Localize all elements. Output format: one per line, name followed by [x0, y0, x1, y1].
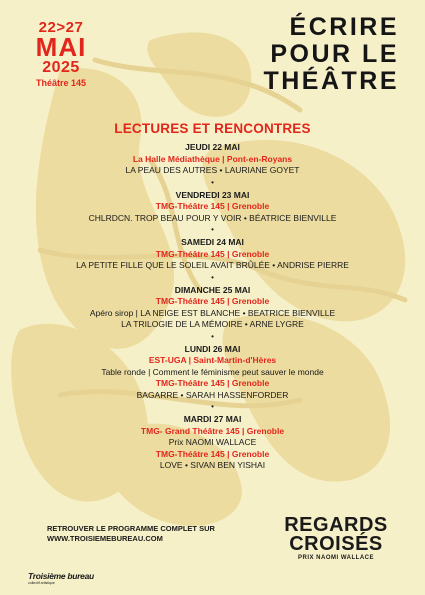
- venue-label: TMG- Grand Théâtre 145 | Grenoble: [140, 425, 285, 436]
- day-label: MARDI 27 MAI: [183, 414, 242, 424]
- event-line: LA TRILOGIE DE LA MÉMOIRE • ARNE LYGRE: [121, 319, 304, 329]
- bullet-separator: •: [211, 331, 214, 341]
- event-line: CHLRDCN. TROP BEAU POUR Y VOIR • BÉATRICE BIENVILLE: [88, 212, 337, 223]
- title-line: POUR LE: [270, 40, 399, 68]
- venue-label: TMG-Théâtre 145 | Grenoble: [155, 378, 270, 388]
- event-line: LA PEAU DES AUTRES • LAURIANE GOYET: [125, 165, 300, 175]
- regards-croises-line1: REGARDS: [284, 514, 388, 536]
- footer-text: RETROUVER LE PROGRAMME COMPLET SUR: [47, 524, 215, 533]
- date-year: 2025: [42, 59, 80, 76]
- program-day: [40, 190, 385, 235]
- title-line: ÉCRIRE: [289, 13, 399, 41]
- program-day: [40, 285, 385, 341]
- venue-label: TMG-Théâtre 145 | Grenoble: [155, 201, 270, 211]
- page-title: [219, 14, 399, 95]
- program-day: [40, 142, 385, 187]
- venue-label: TMG-Théâtre 145 | Grenoble: [155, 296, 270, 306]
- program-heading: LECTURES ET RENCONTRES: [114, 121, 311, 136]
- event-line: Prix NAOMI WALLACE: [168, 437, 257, 447]
- bullet-separator: •: [211, 177, 214, 187]
- program-day: [40, 414, 385, 472]
- regards-croises-line2: CROISÉS: [289, 533, 383, 555]
- regards-croises-subtitle: PRIX NAOMI WALLACE: [298, 555, 374, 561]
- date-range: 22>27: [38, 19, 84, 36]
- date-month: MAI: [35, 32, 87, 62]
- program-day: [40, 344, 385, 412]
- event-line: LA PETITE FILLE QUE LE SOLEIL AVAIT BRÛLÉE • ANDRISE PIERRE: [76, 260, 349, 270]
- event-line: BAGARRE • SARAH HASSENFORDER: [136, 389, 289, 400]
- footer-website-link[interactable]: WWW.TROISIEMEBUREAU.COM: [47, 534, 163, 543]
- venue-label: TMG-Théâtre 145 | Grenoble: [155, 248, 270, 259]
- day-label: VENDREDI 23 MAI: [175, 189, 250, 200]
- event-line: LOVE • SIVAN BEN YISHAI: [159, 460, 266, 470]
- troisieme-bureau-subtitle: collectif artistique: [28, 581, 55, 585]
- event-dates: [30, 20, 92, 89]
- bullet-separator: •: [211, 272, 214, 282]
- day-label: JEUDI 22 MAI: [185, 142, 240, 152]
- date-venue: Théâtre 145: [35, 78, 87, 88]
- day-label: DIMANCHE 25 MAI: [174, 284, 251, 295]
- program-list: [40, 120, 385, 472]
- venue-label: EST-UGA | Saint-Martin-d'Hères: [148, 355, 277, 365]
- troisieme-bureau-logo: [28, 572, 94, 585]
- day-label: SAMEDI 24 MAI: [181, 237, 244, 247]
- regards-croises-logo: [272, 516, 400, 562]
- venue-label: TMG-Théâtre 145 | Grenoble: [155, 448, 270, 459]
- troisieme-bureau-name: Troisième bureau: [28, 571, 94, 581]
- event-line: Table ronde | Comment le féminisme peut sauver le monde: [101, 366, 324, 377]
- footer-info: [47, 524, 215, 544]
- program-day: [40, 237, 385, 282]
- bullet-separator: •: [211, 225, 214, 234]
- bullet-separator: •: [211, 402, 214, 411]
- title-line: THÉÂTRE: [263, 67, 399, 95]
- venue-label: La Halle Médiathèque | Pont-en-Royans: [132, 153, 293, 164]
- day-label: LUNDI 26 MAI: [184, 343, 241, 354]
- event-line: Apéro sirop | LA NEIGE EST BLANCHE • BEATRICE BIENVILLE: [89, 307, 336, 318]
